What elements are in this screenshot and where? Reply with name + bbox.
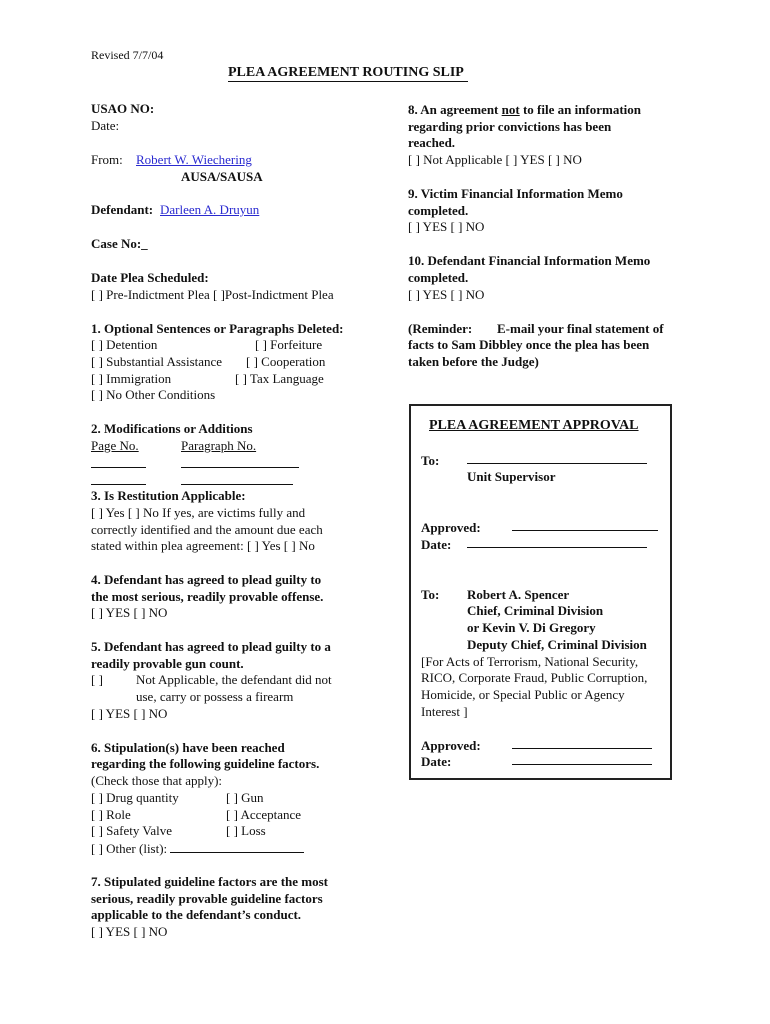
case-no-label: Case No:_: [91, 236, 148, 251]
paragraph-no-field[interactable]: [181, 454, 299, 472]
section-8-title: 8. An agreement not to file an information: [408, 102, 642, 117]
page-no-header: Page No.: [91, 438, 139, 453]
detention-checkbox[interactable]: [ ] Detention: [91, 337, 158, 352]
approved-label: Approved:: [421, 520, 481, 535]
safety-valve-checkbox[interactable]: [ ] Safety Valve: [91, 823, 172, 838]
date-label: Date:: [421, 537, 452, 552]
approval-note: [For Acts of Terrorism, National Security,: [421, 654, 639, 669]
approval-date-field[interactable]: [467, 534, 647, 552]
section-4-title: 4. Defendant has agreed to plead guilty to: [91, 572, 322, 587]
section-7-title-cont2: applicable to the defendant’s conduct.: [91, 907, 302, 922]
date-label: Date:: [421, 754, 452, 769]
date-label: Date:: [91, 118, 120, 133]
section-9-title: 9. Victim Financial Information Memo: [408, 186, 623, 201]
section-10-title-cont: completed.: [408, 270, 469, 285]
cooperation-checkbox[interactable]: [ ] Cooperation: [246, 354, 326, 369]
substantial-assistance-checkbox[interactable]: [ ] Substantial Assistance: [91, 354, 223, 369]
gun-checkbox[interactable]: [ ] Gun: [226, 790, 264, 805]
section-1-title: 1. Optional Sentences or Paragraphs Deleted:: [91, 321, 344, 336]
page-title: PLEA AGREEMENT ROUTING SLIP: [228, 65, 468, 82]
approval-note-cont: RICO, Corporate Fraud, Public Corruption,: [421, 670, 648, 685]
section-5-title-cont: readily provable gun count.: [91, 656, 244, 671]
section-10-options[interactable]: [ ] YES [ ] NO: [408, 287, 485, 302]
date-plea-scheduled-label: Date Plea Scheduled:: [91, 270, 209, 285]
unit-supervisor-field[interactable]: [467, 450, 647, 468]
approval-note-cont3: Interest ]: [421, 704, 468, 719]
defendant-value-field[interactable]: Darleen A. Druyun: [160, 202, 260, 217]
section-6-title: 6. Stipulation(s) have been reached: [91, 740, 285, 755]
drug-quantity-checkbox[interactable]: [ ] Drug quantity: [91, 790, 179, 805]
deputy-name: or Kevin V. Di Gregory: [467, 620, 596, 635]
to-label: To:: [421, 587, 440, 602]
section-6-instruction: (Check those that apply):: [91, 773, 223, 788]
reminder-text-cont: facts to Sam Dibbley once the plea has been: [408, 337, 650, 352]
no-other-conditions-checkbox[interactable]: [ ] No Other Conditions: [91, 387, 216, 402]
approval-note-cont2: Homicide, or Special Public or Agency: [421, 687, 625, 702]
section-9-options[interactable]: [ ] YES [ ] NO: [408, 219, 485, 234]
loss-checkbox[interactable]: [ ] Loss: [226, 823, 266, 838]
other-list-label: [ ] Other (list):: [91, 841, 171, 856]
approved-signature-field[interactable]: [512, 517, 658, 535]
reminder-text-cont2: taken before the Judge): [408, 354, 539, 369]
unit-supervisor-label: Unit Supervisor: [467, 469, 556, 484]
deputy-title: Deputy Chief, Criminal Division: [467, 637, 647, 652]
chief-title: Chief, Criminal Division: [467, 603, 604, 618]
reminder-text: E-mail your final statement of: [497, 321, 664, 336]
paragraph-no-header: Paragraph No.: [181, 438, 257, 453]
usao-no-label: USAO NO:: [91, 101, 155, 116]
revised-date: Revised 7/7/04: [91, 48, 164, 62]
section-7-options[interactable]: [ ] YES [ ] NO: [91, 924, 168, 939]
role-checkbox[interactable]: [ ] Role: [91, 807, 131, 822]
not-applicable-checkbox[interactable]: [ ]: [91, 672, 103, 687]
ausa-label: AUSA/SAUSA: [181, 169, 263, 184]
not-applicable-text-cont: use, carry or possess a firearm: [136, 689, 294, 704]
not-applicable-text: Not Applicable, the defendant did not: [136, 672, 332, 687]
section-5-title: 5. Defendant has agreed to plead guilty to a: [91, 639, 331, 654]
from-value-field[interactable]: Robert W. Wiechering: [136, 152, 252, 167]
reminder-label: (Reminder:: [408, 321, 473, 336]
tax-language-checkbox[interactable]: [ ] Tax Language: [235, 371, 324, 386]
defendant-label: Defendant:: [91, 202, 154, 217]
section-6-title-cont: regarding the following guideline factors.: [91, 756, 320, 771]
approval-title: PLEA AGREEMENT APPROVAL: [429, 418, 639, 433]
section-8-title-cont2: reached.: [408, 135, 456, 150]
section-9-title-cont: completed.: [408, 203, 469, 218]
approval-date-field[interactable]: [512, 751, 652, 769]
restitution-options[interactable]: [ ] Yes [ ] No If yes, are victims fully and: [91, 505, 306, 520]
section-5-options[interactable]: [ ] YES [ ] NO: [91, 706, 168, 721]
section-10-title: 10. Defendant Financial Information Memo: [408, 253, 651, 268]
to-label: To:: [421, 453, 440, 468]
immigration-checkbox[interactable]: [ ] Immigration: [91, 371, 172, 386]
plea-type-options[interactable]: [ ] Pre-Indictment Plea [ ]Post-Indictment Plea: [91, 287, 334, 302]
section-8-options[interactable]: [ ] Not Applicable [ ] YES [ ] NO: [408, 152, 582, 167]
acceptance-checkbox[interactable]: [ ] Acceptance: [226, 807, 302, 822]
approved-label: Approved:: [421, 738, 481, 753]
from-label: From:: [91, 152, 123, 167]
other-list-field[interactable]: [91, 839, 304, 857]
section-4-options[interactable]: [ ] YES [ ] NO: [91, 605, 168, 620]
section-2-title: 2. Modifications or Additions: [91, 421, 253, 436]
forfeiture-checkbox[interactable]: [ ] Forfeiture: [255, 337, 323, 352]
chief-name: Robert A. Spencer: [467, 587, 570, 602]
page-no-field[interactable]: [91, 454, 146, 472]
section-7-title: 7. Stipulated guideline factors are the most: [91, 874, 328, 889]
section-8-title-cont: regarding prior convictions has been: [408, 119, 612, 134]
restitution-stated-options[interactable]: stated within plea agreement: [ ] Yes [ ] No: [91, 538, 315, 553]
section-7-title-cont: serious, readily provable guideline factors: [91, 891, 323, 906]
section-4-title-cont: the most serious, readily provable offense.: [91, 589, 324, 604]
restitution-text: correctly identified and the amount due each: [91, 522, 323, 537]
section-3-title: 3. Is Restitution Applicable:: [91, 488, 246, 503]
